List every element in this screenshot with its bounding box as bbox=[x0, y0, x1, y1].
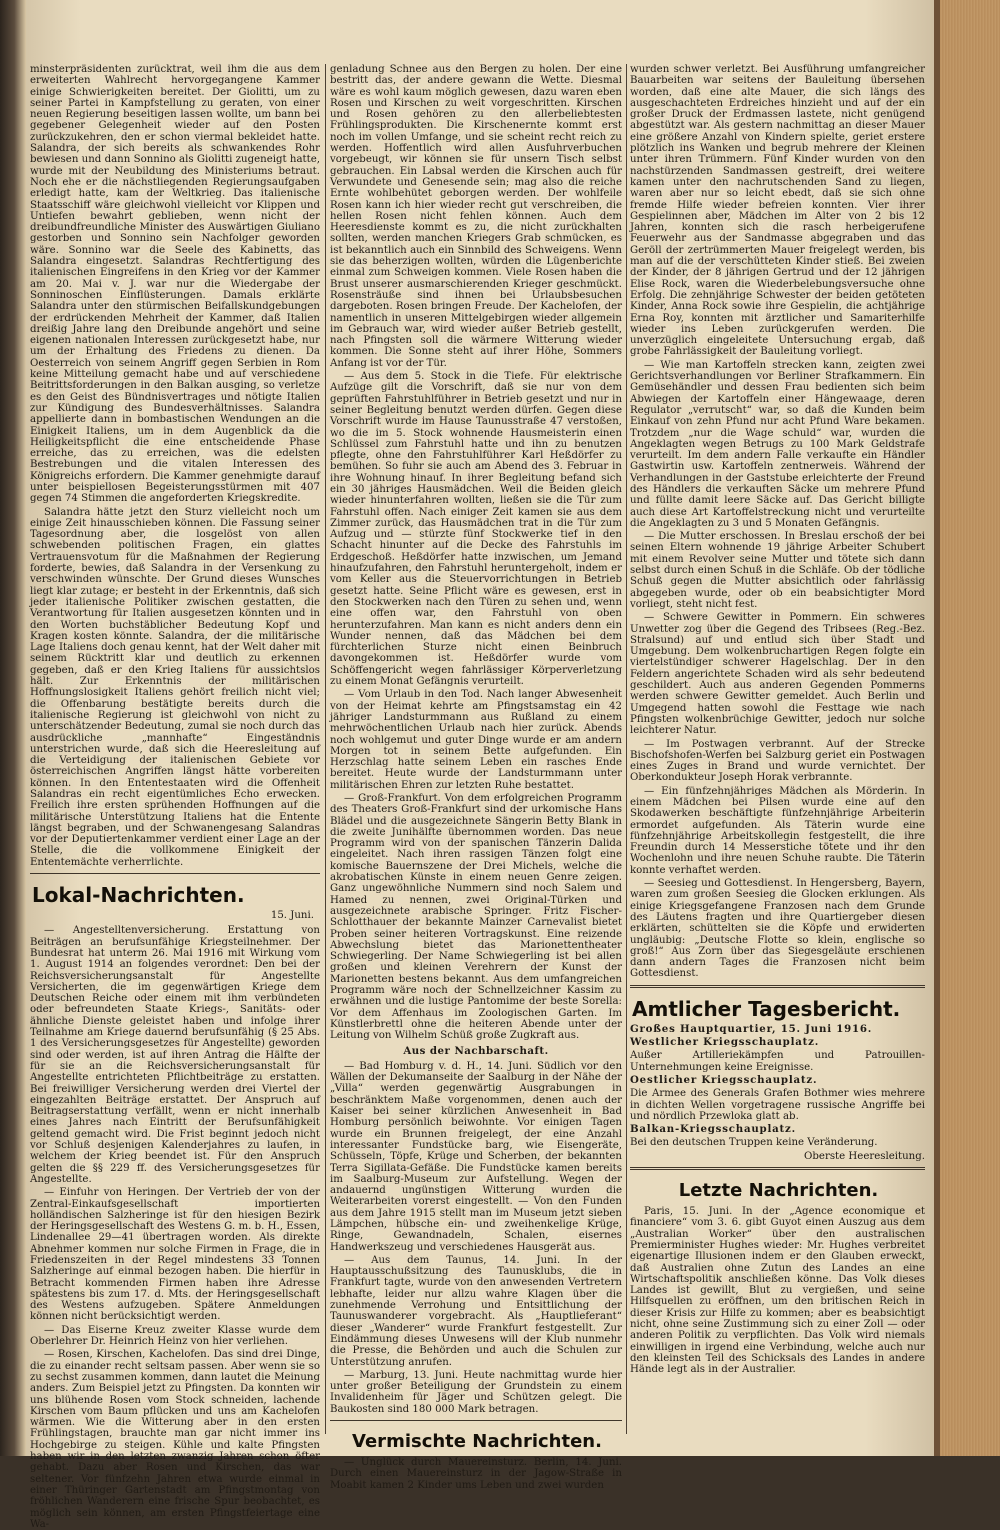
article-paragraph: — Vom Urlaub in den Tod. Nach langer Abwesenheit von der Heimat kehrte am Pfingstsamstag ein 42 jähriger Landsturmmann aus Rußland zu einem mehrwöchentlichen Urlaub nach hier zurück. Abends noch wohlgemut und guter Dinge wurde er am andern Morgen tot in seinem Bette aufgefunden. Ein Herzschlag hatte seinem Leben ein rasches Ende bereitet. Heute wurde der Landsturmmann unter militärischen Ehren zur letzten Ruhe bestattet. bbox=[330, 689, 622, 791]
article-paragraph: — Einfuhr von Heringen. Der Vertrieb der von der Zentral-Einkaufsgesellschaft importierten holländischen Salzheringe ist für den hiesigen Bezirk der Heringsgesellschaft des Westens G. m. b. H., Essen, Lindenallee 29—41 übertragen worden. Als direkte Abnehmer kommen nur solche Firmen in Frage, die in Friedenszeiten in der Regel mindestens 33 Tonnen Salzheringe auf einmal bezogen haben. Die hierfür in Betracht kommenden Firmen haben ihre Adresse spätestens bis zum 17. d. Mts. der Heringsgesellschaft des Westens aufzugeben. Spätere Anmeldungen können nicht berücksichtigt werden. bbox=[30, 1187, 320, 1323]
report-balkan-title: Balkan-Kriegsschauplatz. bbox=[630, 1123, 796, 1136]
section-heading-misc-news: Vermischte Nachrichten. bbox=[352, 1431, 602, 1453]
article-paragraph: — Rosen, Kirschen, Kachelofen. Das sind drei Dinge, die zu einander recht seltsam passen. Aber wenn sie so zu sechst zusammen kommen, dann lautet die Meinung anders. Zum Beispiel jetzt zu Pfingsten. Da konnten wir uns blühende Rosen vom Stock schneiden, lachende Kirschen vom Baum pflücken und uns am Kachelofen wärmen. Wie die Witterung aber in den ersten Frühlingstagen, brauchte man gar nicht immer ins Hochgebirge zu steigen. Kühle und kalte Pfingsten haben wir in den letzten zwanzig Jahren schon öfter gehabt. Dazu aber Rosen und Kirschen, das war seltener. Vor fünfzehn Jahren etwa wurde einmal in einer Thüringer Gartenstadt am Pfingstmontag von fröhlichen Wanderern eine frische Spur beobachtet, es möglich sein können, am ersten Pfingstfeiertage eine Wa- bbox=[30, 1349, 320, 1530]
article-paragraph: — Im Postwagen verbrannt. Auf der Strecke Bischofshofen-Werfen bei Salzburg geriet ein Postwagen eines Zuges in Brand und wurde vernichtet. Der Oberkondukteur Joseph Horak verbrannte. bbox=[630, 738, 925, 784]
section-heading-latest-news: Letzte Nachrichten. bbox=[678, 1180, 879, 1202]
column-middle bbox=[330, 64, 622, 1491]
report-hq-line: Großes Hauptquartier, 15. Juni 1916. bbox=[630, 1022, 873, 1035]
dateline: 15. Juni. bbox=[270, 910, 314, 922]
article-paragraph: — Wie man Kartoffeln strecken kann, zeigten zwei Gerichtsverhandlungen vor Berliner Strafkammern. Ein Gemüsehändler und dessen Frau bedienten sich beim Abwiegen der Kartoffeln einer Hängewaage, deren Regulator „verrutscht“ war, so daß die Kunden beim Einkauf von zehn Pfund nur acht Pfund Ware bekamen. Trotzdem „nur die Wage schuld“ war, wurden die Angeklagten wegen Betrugs zu 100 Mark Geldstrafe verurteilt. Im dem andern Falle verkaufte ein Händler Gastwirtin usw. Kartoffeln zentnerweis. Während der Verhandlungen in der Gaststube erleichterte der Freund des Händlers die verkauften Säcke um mehrere Pfund und füllte damit leere Säcke auf. Das Gericht billigte auch diese Art Kartoffelstreckung nicht und verurteilte die Angeklagten zu 3 und 5 Monaten Gefängnis. bbox=[630, 359, 925, 529]
article-paragraph: — Angestelltenversicherung. Erstattung von Beiträgen an berufsunfähige Kriegsteilnehmer. Der Bundesrat hat unterm 26. Mai 1916 mit Wirkung vom 1. August 1914 an folgendes verordnet: Den bei der Reichsversicherungsanstalt für Angestellte Versicherten, die im gegenwärtigen Kriege dem Deutschen Reiche oder einem mit ihm verbündeten oder befreundeten Staate Kriegs-, Sanitäts- oder ähnliche Dienste geleistet haben und infolge ihrer Teilnahme am Kriege dauernd berufsunfähig (§ 25 Abs. 1 des Versicherungsgesetzes für Angestellte) geworden sind oder werden, ist auf ihren Antrag die Hälfte der für sie an die Reichsversicherungsanstalt für Angestellte entrichteten Pflichtbeiträge zu erstatten. Bei freiwilliger Versicherung werden drei Viertel der eingezahlten Beiträge erstattet. Der Anspruch auf Beitragserstattung verfällt, wenn er nicht innerhalb eines Jahres nach Eintritt der Berufsunfähigkeit geltend gemacht wird. Die Frist beginnt jedoch nicht vor Schluß desjenigen Kalenderjahres zu laufen, in welchem der Krieg beendet ist. Für den Anspruch gelten die §§ 229 ff. des Versicherungsgesetzes für Angestellte. bbox=[30, 925, 320, 1185]
official-report bbox=[630, 996, 925, 1162]
article-paragraph: genladung Schnee aus den Bergen zu holen. Der eine bestritt das, der andere gewann die Wette. Diesmal wäre es wohl kaum möglich gewesen, dazu waren eben Rosen und Kirschen zu weit vorgeschritten. Kirschen und Rosen gehören zu den allerbeliebtesten Frühlingsprodukten. Die Kirschenernte kommt erst noch im vollen Umfange, und sie scheint recht reich zu werden. Hoffentlich wird allen Ausfuhrverbuchen vorgebeugt, wir können sie für unsern Tisch selbst gebrauchen. Ein Labsal werden die Kirschen auch für Verwundete und Genesende sein; mag also die reiche Ernte wohlbehütet geborgen werden. Der wohlfeile Rosen kann ich hier wieder recht gut verschreiben, die hellen Rosen nicht fehlen können. Auch dem Heeresdienste kommt es zu, die nicht zurückhalten sollten, werden manchen Kriegers Grab schmücken, es ist bekanntlich auch ein Sinnbild des Schweigens. Wenn sie das beherzigen wollten, würden die Lügenberichte einmal zum Schweigen kommen. Viele Rosen haben die Brust unserer ausmarschierenden Krieger geschmückt. Rosensträuße sind ihnen bei Urlaubsbesuchen dargeboten. Rosen bringen Freude. Der Kachelofen, der namentlich in unseren Mittelgebirgen wieder allgemein im Gebrauch war, wird wieder außer Betrieb gestellt, nach Pfingsten soll die wärmere Witterung wieder kommen. Die Sonne steht auf ihrer Höhe, Sommers Anfang ist vor der Tür. bbox=[330, 64, 622, 369]
article-paragraph: — Bad Homburg v. d. H., 14. Juni. Südlich vor den Wällen der Dekumanseite der Saalburg in der Nähe der „Villa“ werden gegenwärtig Ausgrabungen in beschränktem Maße vorgenommen, denen auch der Kaiser bei seiner kürzlichen Anwesenheit in Bad Homburg persönlich beiwohnte. Vor einigen Tagen wurde ein Brunnen freigelegt, der eine Anzahl interessanter Fundstücke barg, wie Eisengeräte, Schüsseln, Töpfe, Krüge und Scherben, der bekannten Terra Sigillata-Gefäße. Die Fundstücke kamen bereits im Saalburg-Museum zur Aufstellung. Wegen der andauernd ungünstigen Witterung wurden die Weiterarbeiten vorerst eingestellt. — Von den Funden aus dem Jahre 1915 stellt man im Museum jetzt sieben Lämpchen, hübsche ein- und zweihenkelige Krüge, Ringe, Gewandnadeln, Schalen, eisernes Handwerkszeug und verschiedenes Hausgerät aus. bbox=[330, 1060, 622, 1253]
article-paragraph: — Aus dem 5. Stock in die Tiefe. Für elektrische Aufzüge gilt die Vorschrift, daß sie nur von dem geprüften Fahrstuhlführer in Betrieb gesetzt und nur in seiner Begleitung benutzt werden dürfen. Gegen diese Vorschrift wurde im Hause Taunusstraße 47 verstoßen, wo die im 5. Stock wohnende Hausmeisterin einen Schlüssel zum Fahrstuhl hatte und ihn zu benutzen pflegte, ohne den Fahrstuhlführer Karl Heßdörfer zu bemühen. So fuhr sie auch am Abend des 3. Februar in ihre Wohnung hinauf. In ihrer Begleitung befand sich ein 30 jähriges Hausmädchen. Weil die Beiden gleich wieder hinunterfahren wollten, ließen sie die Tür zum Fahrstuhl offen. Nach einiger Zeit kamen sie aus dem Zimmer zurück, das Hausmädchen trat in die Tür zum Aufzug und — stürzte fünf Stockwerke tief in den Schacht hinunter auf die Decke des Fahrstuhls im Erdgeschoß. Heßdörfer hatte inzwischen, um Jemand hinaufzufahren, den Fahrstuhl heruntergeholt, indem er vom Keller aus die Steuervorrichtungen in Betrieb gesetzt hatte. Seine Pflicht wäre es gewesen, erst in den Stockwerken nach den Türen zu sehen und, wenn eine offen war, den Fahrstuhl von oben herunterzufahren. Man kann es nicht anders denn ein Wunder nennen, daß das Mädchen bei dem fürchterlichen Sturze nicht einen Beinbruch davongekommen ist. Heßdörfer wurde vom Schöffengericht wegen fahrlässiger Körperverletzung zu einem Monat Gefängnis verurteilt. bbox=[330, 371, 622, 688]
article-paragraph: — Seesieg und Gottesdienst. In Hengersberg, Bayern, waren zum großen Seesieg die Glocken erklungen. Als einige Kriegsgefangene Franzosen nach dem Grunde des Läutens fragten und ihre Quartiergeber diesen erklärten, schüttelten sie die Köpfe und erwiderten ungläubig: „Deutsche Flotte so klein, englische so groß!“ Aus Zorn über das Siegesgeläute erschienen dann andern Tages die Franzosen nicht beim Gottesdienst. bbox=[630, 878, 925, 980]
article-paragraph: — Schwere Gewitter in Pommern. Ein schweres Unwetter zog über die Gegend des Tribsees (Reg.-Bez. Stralsund) auf und entlud sich über Stadt und Umgebung. Dem wolkenbruchartigen Regen folgte ein viertelstündiger schwerer Hagelschlag. Der in den Feldern angerichtete Schaden wird als sehr bedeutend geschildert. Auch aus anderen Gegenden Pommerns werden schwere Gewitter gemeldet. Auch Berlin und Umgegend hatten sowohl die Festtage wie nach Pfingsten wolkenbrüchige Gewitter, jedoch nur solche leichterer Natur. bbox=[630, 612, 925, 737]
section-rule bbox=[630, 985, 925, 988]
article-paragraph: Salandra hätte jetzt den Sturz vielleicht noch um einige Zeit hinausschieben können. Die Fassung seiner Tagesordnung aber, die losgelöst von allen schwebenden politischen Fragen, ein glattes Vertrauensvotum für die Maßnahmen der Regierung forderte, bewies, daß Salandra in der Versenkung zu verschwinden wünschte. Der Grund dieses Wunsches liegt klar zutage; er besteht in der Erkenntnis, daß sich jeder italienische Politiker zwischen gestatten, die Verantwortung für Italien ausgesetzen könnten und in den Worten buchstäblicher Bedeutung Kopf und Kragen kosten könnte. Salandra, der die militärische Lage Italiens doch genau kennt, hat der Welt daher mit seinem Rücktritt klar und deutlich zu erkennen gegeben, daß er den Krieg Italiens für aussichtslos hält. Zur Erkenntnis der militärischen Hoffnungslosigkeit Italiens gehört freilich nicht viel; die Offenbarung bestätigte bereits durch die italienische Regierung ist gleichwohl von nicht zu unterschätzender Bedeutung, zumal sie noch durch das ausdrückliche „mannhafte“ Eingeständnis unterstrichen wurde, daß sich die Heeresleitung auf die Verteidigung der italienischen Gebiete vor österreichischen Angriffen längst hätte vorbereiten können. In den Ententestaaten wird die Offenheit Salandras ein recht eigentümliches Echo erwecken. Freilich ihre ersten sprühenden Hoffnungen auf die militärische Unterstützung Italiens hat die Entente längst begraben, und der Schwanengesang Salandras vor der Deputiertenkammer verdient einer Lage an der Stelle, die die vollkommene Einigkeit der Ententemächte verherrlichte. bbox=[30, 506, 320, 868]
newspaper-page bbox=[26, 0, 938, 1530]
column-left bbox=[30, 64, 320, 1530]
section-heading-official-report: Amtlicher Tagesbericht. bbox=[632, 996, 901, 1021]
article-paragraph: — Ein fünfzehnjähriges Mädchen als Mörderin. In einem Mädchen bei Pilsen wurde eine auf den Skodawerken beschäftigte fünfzehnjährige Arbeiterin ermordet aufgefunden. Als Täterin wurde eine fünfzehnjährige Arbeitskollegin festgestellt, die ihre Freundin durch 14 Messerstiche tötete und ihr den Wochenlohn und ihre neuen Schuhe raubte. Die Täterin konnte verhaftet werden. bbox=[630, 785, 925, 876]
subhead-neighbourhood: Aus der Nachbarschaft. bbox=[403, 1044, 549, 1057]
section-rule bbox=[630, 1167, 925, 1170]
report-west-text: Außer Artilleriekämpfen und Patrouillen-Unternehmungen keine Ereignisse. bbox=[630, 1050, 925, 1073]
book-page-edges bbox=[938, 0, 1000, 1456]
article-paragraph: — Unglück durch Mauereinsturz. Berlin, 14. Juni. Durch einen Mauereinsturz in der Jagow-Straße in Moabit kamen 2 Kinder ums Leben und zwei wurden bbox=[330, 1457, 622, 1491]
section-rule bbox=[330, 1420, 622, 1421]
section-heading-local-news: Lokal-Nachrichten. bbox=[32, 883, 245, 908]
article-paragraph: Paris, 15. Juni. In der „Agence economique et financiere“ vom 3. 6. gibt Guyot einen Auszug aus dem „Australian Worker“ über den australischen Premierminister Hughes wieder: Mr. Hughes verbreitet eigenartige Illusionen indem er den Glauben erweckt, daß Australien ohne Zutun des Landes an eine Wirtschaftspolitik anschließen könne. Das Volk dieses Landes ist gewillt, Blut zu vergießen, und seine Hilfsquellen zu eröffnen, um den britischen Reich in dieser Krisis zur Hilfe zu kommen; aber es beabsichtigt nicht, ohne seine Zustimmung sich zu einer Zoll — oder anderen Politik zu verpflichten. Das Volk wird niemals einwilligen in irgend eine Verbindung, welche auch nur den kleinsten Teil des Schicksals des Landes in andere Hände legt als in der Australier. bbox=[630, 1206, 925, 1376]
article-paragraph: — Marburg, 13. Juni. Heute nachmittag wurde hier unter großer Beteiligung der Grundstein zu einem Invalidenheim für Jäger und Schützen gelegt. Die Baukosten sind 180 000 Mark betragen. bbox=[330, 1369, 622, 1415]
book-binding-left bbox=[0, 0, 26, 1456]
article-paragraph: — Das Eiserne Kreuz zweiter Klasse wurde dem Oberlehrer Dr. Heinrich Heinz von hier verliehen. bbox=[30, 1324, 320, 1348]
article-paragraph: — Groß-Frankfurt. Von dem erfolgreichen Programm des Theaters Groß-Frankfurt sind der urkomische Hans Blädel und die ausgezeichnete Sängerin Betty Blank in die zweite Junihälfte übernommen worden. Das neue Programm wird von der spanischen Tänzerin Dalida eingeleitet. Nach ihren rassigen Tänzen folgt eine komische Bauernszene der Drei Michels, welche die akrobatischen Künste in einem neuen Genre zeigen. Ganz ungewöhnliche Nummern sind noch Salem und Hamed zu nennen, zwei Original-Türken und ausgezeichnete arabische Springer. Fritz Fischer-Schlotthauer der bekannte Mainzer Carnevalist bietet Proben seiner heiteren Vortragskunst. Eine reizende Abwechslung bietet das Marionettentheater Schwiegerling. Der Name Schwiegerling ist bei allen großen und kleinen Verehrern der Kunst der Marionetten bestens bekannt. Aus dem umfangreichen Programm wäre noch der Schnellzeichner Kassim zu erwähnen und die lustige Pantomime der beste Sorella: Vor dem Affenhaus im Zoologischen Garten. Im Künstlerbrettl ohne die heiteren Abende unter der Leitung von Wilhelm Schüß große Zugkraft aus. bbox=[330, 793, 622, 1042]
column-rule bbox=[626, 64, 627, 1434]
section-rule bbox=[30, 873, 320, 874]
report-balkan-text: Bei den deutschen Truppen keine Veränderung. bbox=[630, 1137, 878, 1149]
report-east-title: Oestlicher Kriegsschauplatz. bbox=[630, 1073, 818, 1086]
column-right bbox=[630, 64, 925, 1434]
report-signature: Oberste Heeresleitung. bbox=[804, 1150, 925, 1162]
report-east-text: Die Armee des Generals Grafen Bothmer wies mehrere in dichten Wellen vorgetragene russische Angriffe bei und nördlich Przewloka glatt ab. bbox=[630, 1088, 925, 1122]
article-paragraph: minsterpräsidenten zurücktrat, weil ihm die aus dem erweiterten Wahlrecht hervorgegangene Kammer einige Schwierigkeiten bereitet. Der Giolitti, um zu seiner Partei in Kampfstellung zu geraten, von einer neuen Regierung beseitigen lassen wollte, um bann bei gegebener Gelegenheit wieder auf den Posten zurückzukehren, den er schon viermal bekleidet hatte. Salandra, der sich bereits als schwankendes Rohr bewiesen und dann Sonnino als Giolitti zugeneigt hatte, wurde mit der Neubildung des Ministeriums betraut. Noch ehe er die nächstliegenden Regierungsaufgaben erledigt hatte, kam der Weltkrieg. Das italienische Staatsschiff wäre gleichwohl vielleicht vor Klippen und Untiefen bewahrt geblieben, wenn nicht der dreibundfreundliche Minister des Auswärtigen Giuliano gestorben und Sonnino sein Nachfolger geworden wäre. Sonnino war die Seele des Kabinetts, das Salandra eingesetzt. Salandras Rechtfertigung des italienischen Eingreifens in den Krieg vor der Kammer am 20. Mai v. J. war nur die Wiedergabe der Sonninoschen Einflüsterungen. Damals erklärte Salandra unter den stürmischen Beifallskundgebungen der erdrückenden Mehrheit der Kammer, daß Italien dreißig Jahre lang den Dreibunde angehört und seine eigenen nationalen Interessen zurückgesetzt habe, nur um der Erhaltung des Friedens zu dienen. Da Oesterreich von seinem Angriff gegen Serbien in Rom keine Mitteilung gemacht habe und auf verschiedene Beitrittsforderungen in den Balkan ausging, so verletze es den Geist des Bündnisvertrages und nötigte Italien zur Kündigung des Bundesverhältnisses. Salandra appellierte dann in bombastischen Wendungen an die Einigkeit Italiens, um in dem Augenblick da die Heiligkeitspflicht die eine entscheidende Phase erreiche, das zu erreichen, was die edelsten Bestrebungen und die vitalen Interessen des Königreichs erfordern. Die Kammer genehmigte darauf unter beispiellosen Begeisterungsstürmen mit 407 gegen 74 Stimmen die angeforderten Kriegskredite. bbox=[30, 64, 320, 505]
report-west-title: Westlicher Kriegsschauplatz. bbox=[630, 1036, 820, 1049]
article-paragraph: — Aus dem Taunus, 14. Juni. In der Hauptausschußsitzung des Taunusklubs, die in Frankfurt tagte, wurde von den anwesenden Vertretern lebhafte, leider nur allzu wahre Klagen über die zunehmende Verrohung und Entsittlichung der Taunuswanderer vorgebracht. Als „Hauptlieferant“ dieser „Wanderer“ wurde Frankfurt festgestellt. Zur Eindämmung dieses Unwesens will der Klub nunmehr die Presse, die Behörden und auch die Schulen zur Unterstützung anrufen. bbox=[330, 1254, 622, 1368]
column-rule bbox=[325, 64, 326, 1434]
article-paragraph: — Die Mutter erschossen. In Breslau erschoß der bei seinen Eltern wohnende 19 jährige Arbeiter Schubert mit einem Revolver seine Mutter und tötete sich dann selbst durch einen Schuß in die Schläfe. Ob der tödliche Schuß gegen die Mutter absichtlich oder fahrlässig abgegeben wurde, oder ob ein beabsichtigter Mord vorliegt, steht nicht fest. bbox=[630, 531, 925, 610]
article-paragraph: wurden schwer verletzt. Bei Ausführung umfangreicher Bauarbeiten war seitens der Bauleitung übersehen worden, daß eine alte Mauer, die sich längs des ausgeschachteten Erdreiches hinzieht und auf der ein großer Druck der Erdmassen lastete, nicht genügend abgestützt war. Als gestern nachmittag an dieser Mauer eine größere Anzahl von Kindern spielte, geriet erstere plötzlich ins Wanken und begrub mehrere der Kleinen unter ihren Trümmern. Fünf Kinder wurden von den nachstürzenden Sandmassen gestreift, drei weitere kamen unter den nachrutschenden Sand zu liegen, waren aber nur so leicht ebedt, daß sie sich ohne fremde Hilfe wieder befreien konnten. Vier ihrer Gespielinnen aber, Mädchen im Alter von 2 bis 12 Jahren, konnten sich die rasch herbeigerufene Feuerwehr aus der Sandmasse abgegraben und das Geröll der zertrümmerten Mauer freigelegt werden, bis man auf die der verschütteten Kinder stieß. Bei zweien der Kinder, der 8 jährigen Gertrud und der 12 jährigen Elise Rock, waren die Wiederbelebungsversuche ohne Erfolg. Die zehnjährige Schwester der beiden getöteten Kinder, Anna Rock sowie ihre Gespielin, die achtjährige Erna Roy, konnten mit ärztlicher und Samariterhilfe wieder ins Leben zurückgerufen werden. Die unverzüglich eingeleitete Untersuchung ergab, daß grobe Fahrlässigkeit der Bauleitung vorliegt. bbox=[630, 64, 925, 358]
